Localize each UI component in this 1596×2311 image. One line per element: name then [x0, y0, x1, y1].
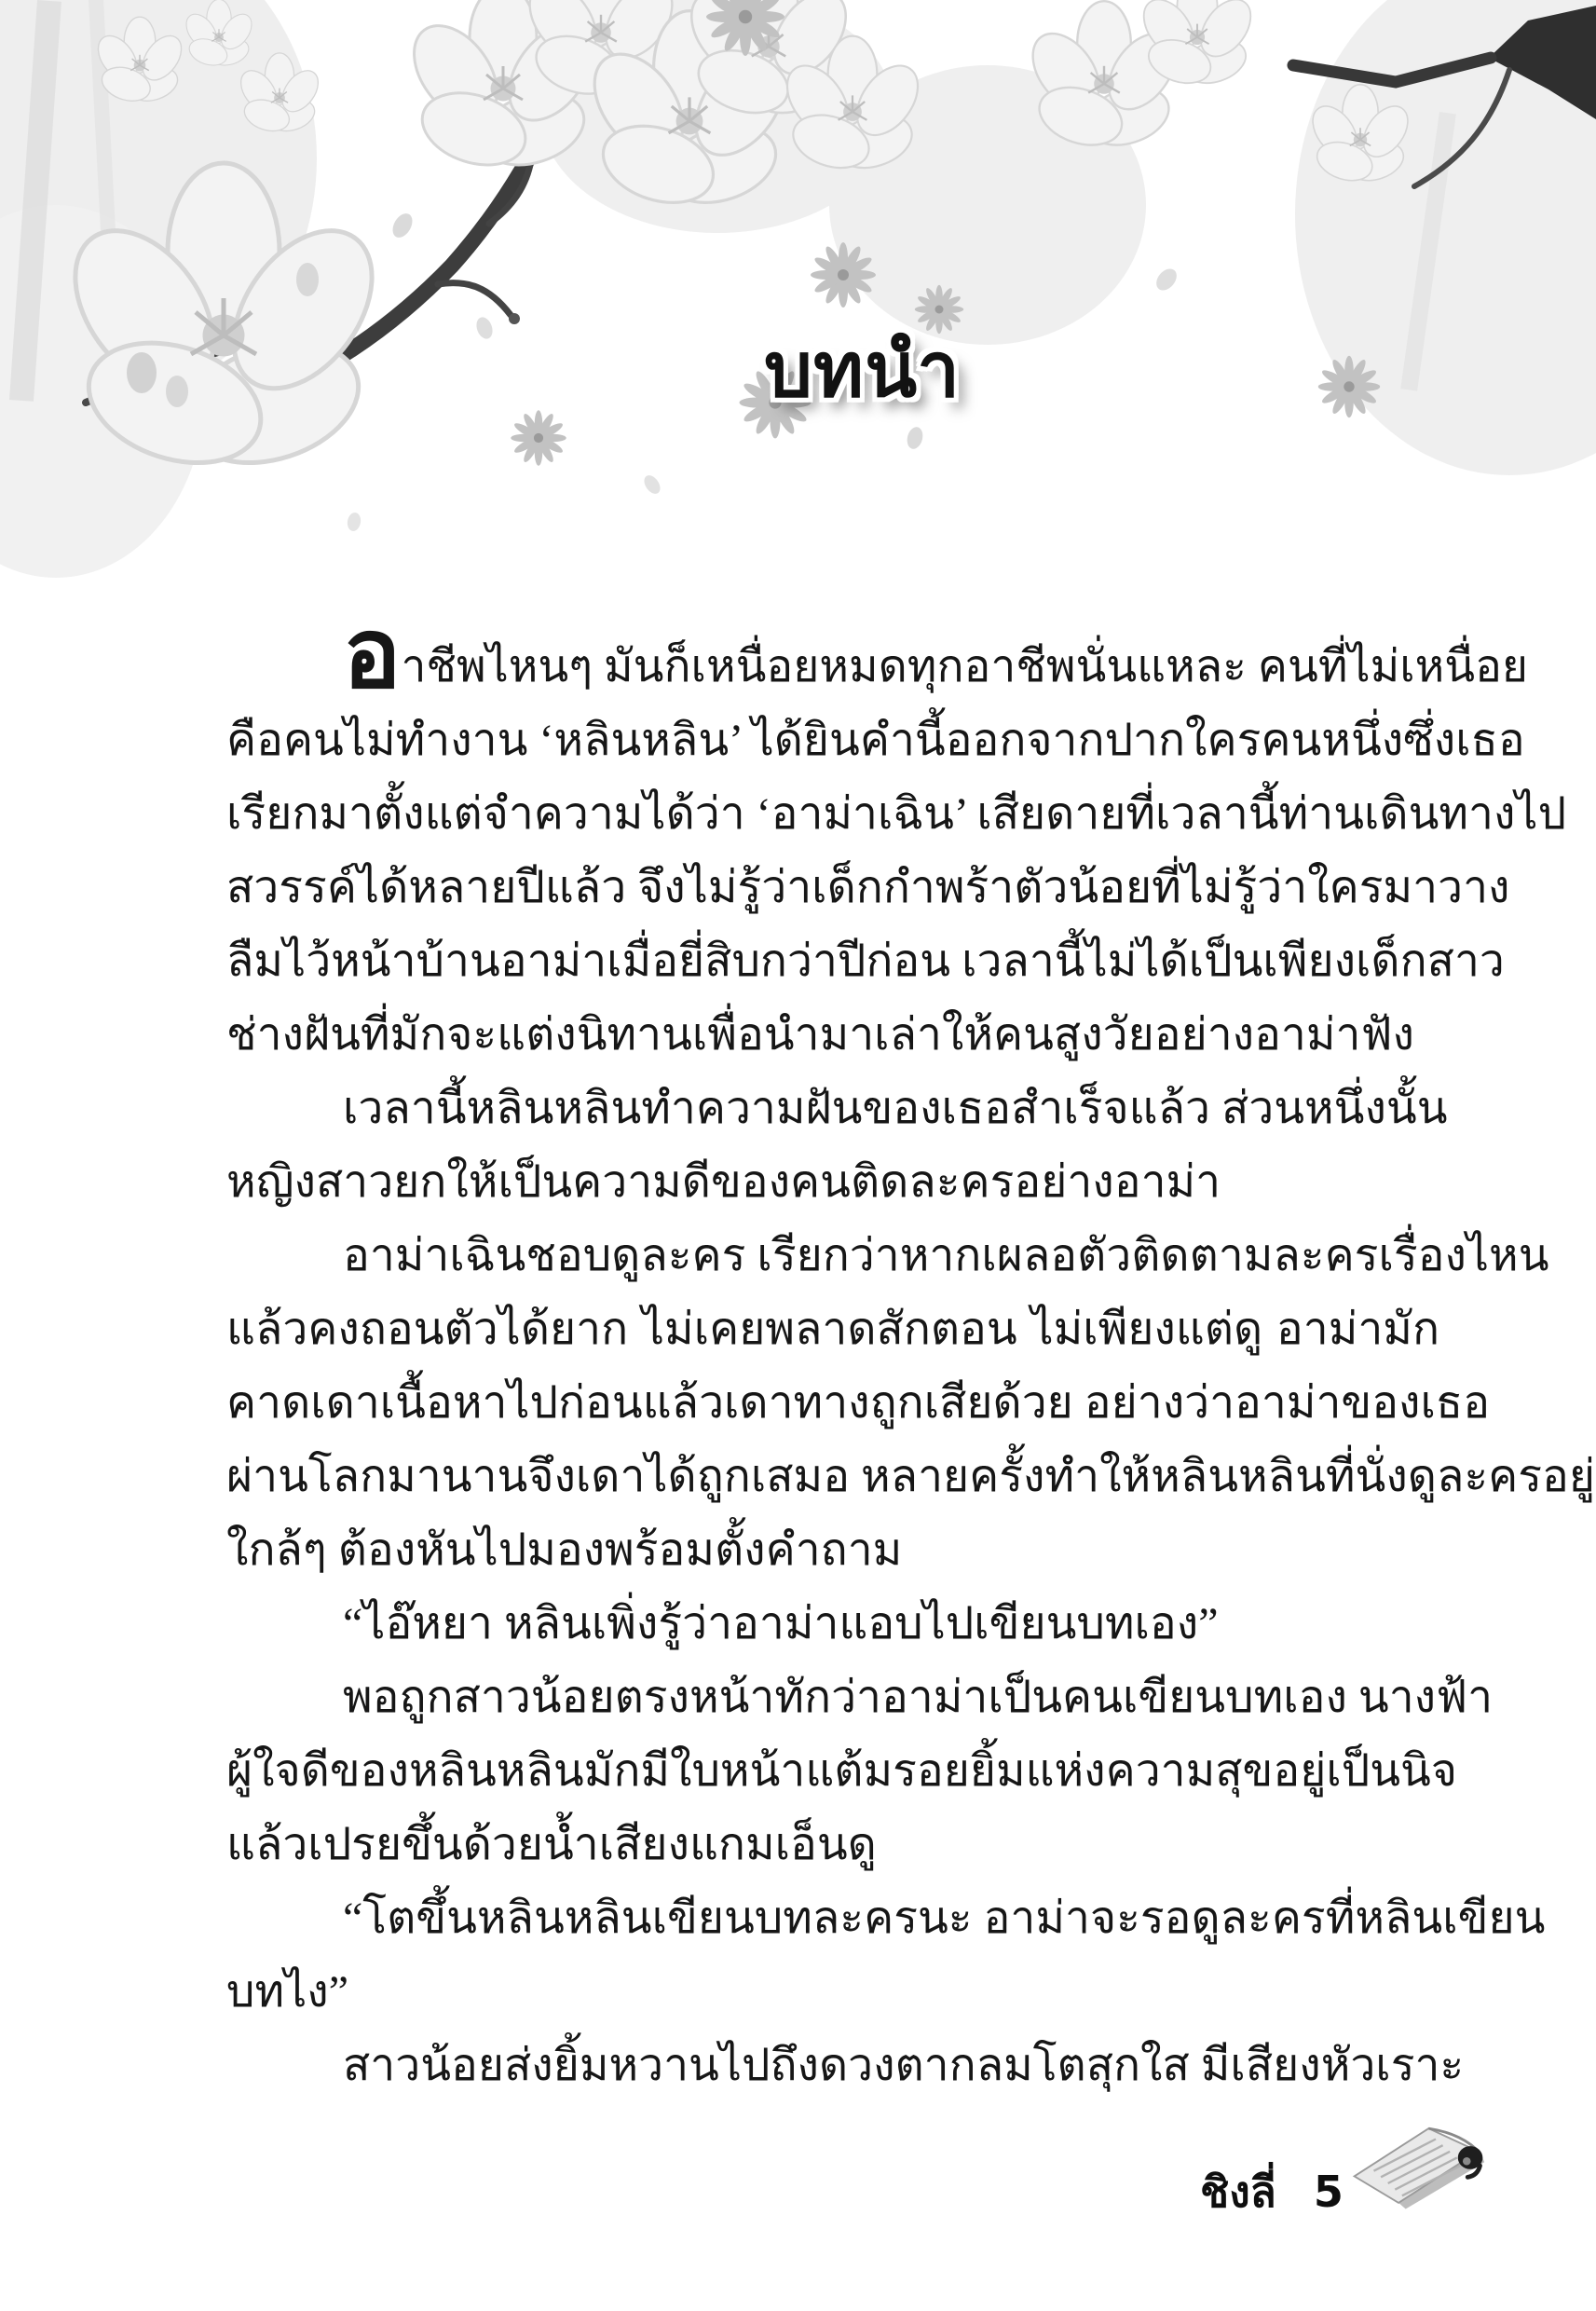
body-text	[226, 596, 1595, 2102]
text-line: เรียกมาตั้งแต่จำความได้ว่า ‘อาม่าเฉิน’ เสียดายที่เวลานี้ท่านเดินทางไป	[226, 789, 1567, 839]
paragraph	[226, 1219, 1595, 1587]
text-line: หญิงสาวยกให้เป็นความดีของคนติดละครอย่างอาม่า	[226, 1157, 1221, 1207]
text-line: ผู้ใจดีของหลินหลินมักมีใบหน้าแต้มรอยยิ้มแห่งความสุขอยู่เป็นนิจ	[226, 1746, 1457, 1796]
chapter-title: บทนำ	[764, 326, 962, 415]
text-line: อาม่าเฉินชอบดูละคร เรียกว่าหากเผลอตัวติดตามละครเรื่องไหน	[343, 1231, 1549, 1280]
text-line: ใกล้ๆ ต้องหันไปมองพร้อมตั้งคำถาม	[226, 1525, 903, 1575]
text-line: สวรรค์ได้หลายปีแล้ว จึงไม่รู้ว่าเด็กกำพร้าตัวน้อยที่ไม่รู้ว่าใครมาวาง	[226, 863, 1510, 912]
paragraph	[226, 1072, 1448, 1219]
text-line: แล้วเปรยขึ้นด้วยน้ำเสียงแกมเอ็นดู	[226, 1820, 877, 1869]
text-line: บทไง”	[226, 1967, 348, 2017]
scroll-icon	[1347, 2121, 1489, 2210]
paragraph	[226, 2029, 1465, 2102]
text-line: คาดเดาเนื้อหาไปก่อนแล้วเดาทางถูกเสียด้วย อย่างว่าอาม่าของเธอ	[226, 1378, 1491, 1428]
page-footer	[1200, 2158, 1344, 2226]
text-line: สาวน้อยส่งยิ้มหวานไปถึงดวงตากลมโตสุกใส มีเสียงหัวเราะ	[343, 2041, 1465, 2090]
text-line: พอถูกสาวน้อยตรงหน้าทักว่าอาม่าเป็นคนเขียนบทเอง นางฟ้า	[343, 1673, 1494, 1722]
paragraph	[226, 1881, 1546, 2029]
paragraph	[226, 596, 1567, 1072]
text-line: คือคนไม่ทำงาน ‘หลินหลิน’ ได้ยินคำนี้ออกจากปากใครคนหนึ่งซึ่งเธอ	[226, 716, 1525, 765]
paragraph	[226, 1587, 1439, 1661]
text-line: ผ่านโลกมานานจึงเดาได้ถูกเสมอ หลายครั้งทำให้หลินหลินที่นั่งดูละครอยู่	[226, 1452, 1595, 1501]
text-line: “โตขึ้นหลินหลินเขียนบทละครนะ อาม่าจะรอดูละครที่หลินเขียน	[343, 1894, 1546, 1943]
text-line: แล้วคงถอนตัวได้ยาก ไม่เคยพลาดสักตอน ไม่เพียงแต่ดู อาม่ามัก	[226, 1305, 1439, 1354]
drop-cap: อ	[343, 596, 402, 710]
page-number: 5	[1313, 2167, 1344, 2217]
text-line: อาชีพไหนๆ มันก็เหนื่อยหมดทุกอาชีพนั่นแหละ คนที่ไม่เหนื่อย	[343, 596, 1529, 710]
text-line: “ไอ๊หยา หลินเพิ่งรู้ว่าอาม่าแอบไปเขียนบทเอง”	[343, 1599, 1219, 1648]
text-line: ช่างฝันที่มักจะแต่งนิทานเพื่อนำมาเล่าให้คนสูงวัยอย่างอาม่าฟัง	[226, 1010, 1414, 1060]
text-line: ลืมไว้หน้าบ้านอาม่าเมื่อยี่สิบกว่าปีก่อน เวลานี้ไม่ได้เป็นเพียงเด็กสาว	[226, 937, 1505, 986]
text-line: เวลานี้หลินหลินทำความฝันของเธอสำเร็จแล้ว ส่วนหนึ่งนั้น	[343, 1084, 1448, 1133]
book-title: ชิงลี่	[1200, 2167, 1276, 2217]
paragraph	[226, 1661, 1494, 1881]
